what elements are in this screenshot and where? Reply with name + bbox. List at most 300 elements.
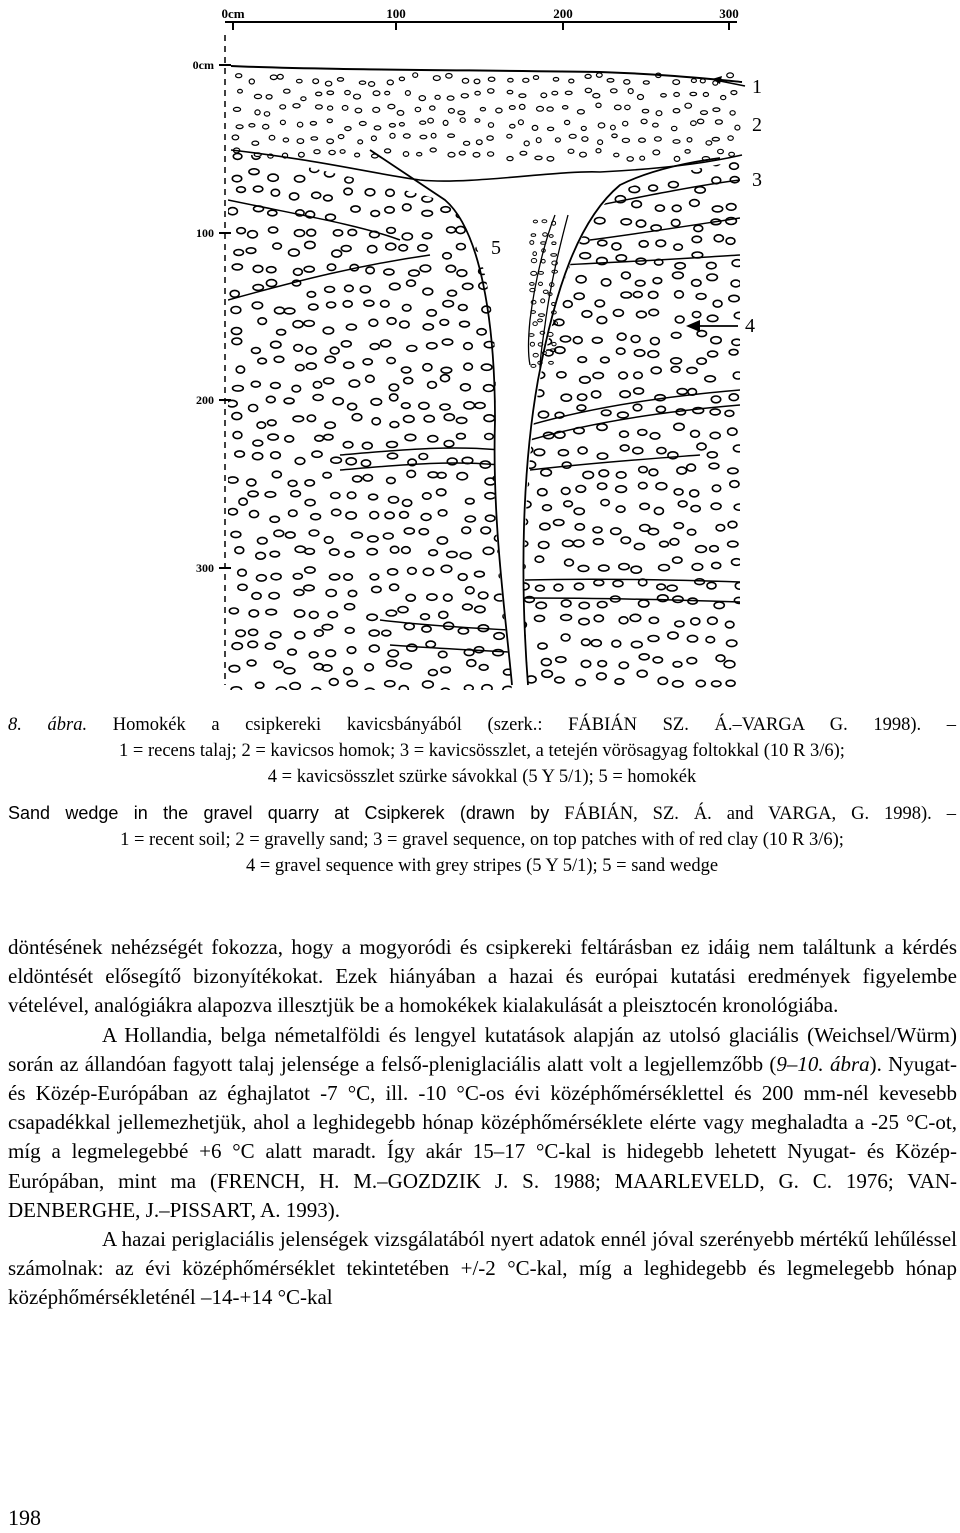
gravel-pebble: [616, 348, 625, 354]
gravel-pebble: [305, 480, 314, 486]
gravel-pebble: [597, 317, 607, 324]
gravel-pebble: [709, 463, 719, 469]
gravel-pebble: [263, 124, 269, 129]
gravel-pebble: [255, 110, 260, 115]
gravel-pebble: [297, 79, 303, 83]
gravel-pebble: [728, 428, 737, 435]
gravel-pebble: [387, 228, 396, 234]
gravel-pebble: [341, 246, 351, 252]
left-gravel-body: [227, 147, 533, 690]
gravel-pebble: [535, 156, 542, 160]
gravel-pebble: [638, 95, 644, 100]
gravel-pebble: [315, 435, 324, 441]
gravel-pebble: [655, 137, 662, 141]
gravel-pebble: [327, 139, 334, 144]
gravel-pebble: [311, 137, 318, 140]
gravel-pebble: [498, 509, 507, 515]
gravel-pebble: [619, 662, 628, 669]
gravel-pebble: [326, 590, 336, 597]
gravel-pebble: [430, 106, 435, 110]
gravel-pebble: [656, 483, 667, 490]
gravel-pebble: [253, 285, 263, 291]
gravel-pebble: [649, 309, 659, 315]
gravel-pebble: [295, 458, 305, 465]
gravel-pebble: [541, 259, 545, 263]
gravel-pebble: [315, 630, 324, 636]
gravel-pebble: [249, 610, 258, 617]
gravel-pebble: [533, 76, 538, 80]
gravel-pebble: [252, 348, 261, 354]
gravel-pebble: [437, 489, 446, 496]
gravel-pebble: [439, 611, 448, 618]
gravel-pebble: [459, 151, 465, 155]
gravel-pebble: [264, 112, 269, 116]
paragraph-3: A hazai periglaciális jelenségek vizsgálatából nyert adatok ennél jóval szerényebb mértékű lehűléssel számolnak: az évi középhőmérséklet tekintetében +/-2 °C-kal, míg a leghidegebb és legmelegebb hónap középhőmérsékleténél –14-+14 °C-kal: [8, 1227, 957, 1310]
gravel-pebble: [443, 120, 448, 125]
gravel-pebble: [618, 161, 627, 167]
page-number: 198: [8, 1505, 41, 1530]
gravel-pebble: [616, 255, 626, 261]
gravel-pebble: [385, 149, 391, 153]
gravel-pebble: [700, 79, 705, 83]
gravel-pebble: [439, 157, 449, 163]
gravel-pebble: [480, 108, 485, 111]
gravel-pebble: [728, 136, 733, 140]
gravel-pebble: [561, 615, 572, 621]
gravel-pebble: [725, 410, 734, 416]
gravel-pebble: [656, 111, 662, 116]
gravel-pebble: [628, 89, 633, 94]
gravel-pebble: [507, 157, 513, 161]
gravel-pebble: [270, 516, 279, 522]
gravel-pebble: [467, 660, 476, 667]
gravel-pebble: [249, 79, 254, 84]
gravel-pebble: [475, 91, 480, 95]
gravel-pebble: [271, 573, 281, 579]
gravel-pebble: [671, 367, 680, 373]
gravel-pebble: [712, 681, 721, 687]
gravel-pebble: [502, 309, 511, 316]
gravel-pebble: [479, 665, 488, 671]
gravel-pebble: [390, 422, 399, 428]
gravel-pebble: [536, 176, 546, 183]
gravel-pebble: [409, 270, 420, 276]
gravel-pebble: [697, 358, 706, 364]
gravel-pebble: [461, 384, 471, 391]
gravel-pebble: [675, 316, 684, 323]
gravel-pebble: [387, 318, 396, 325]
gravel-pebble: [475, 403, 485, 409]
gravel-pebble: [322, 624, 332, 630]
gravel-pebble: [494, 151, 504, 158]
gravel-pebble: [615, 105, 622, 110]
gravel-pebble: [374, 126, 381, 130]
gravel-pebble: [616, 472, 626, 478]
gravel-pebble: [692, 280, 701, 287]
gravel-pebble: [639, 467, 648, 473]
gravel-pebble: [594, 218, 605, 224]
gravel-pebble: [561, 394, 571, 401]
gravel-pebble: [447, 96, 454, 100]
gravel-pebble: [295, 176, 305, 183]
gravel-pebble: [466, 498, 475, 504]
gravel-pebble: [726, 204, 736, 211]
gravel-pebble: [466, 587, 475, 594]
gravel-pebble: [284, 668, 295, 674]
gravel-pebble: [692, 236, 701, 242]
gravel-pebble: [500, 358, 509, 365]
gravel-pebble: [444, 441, 454, 447]
gravel-pebble: [536, 138, 541, 143]
gravel-pebble: [554, 520, 564, 526]
gravel-pebble: [619, 564, 629, 570]
gravel-pebble: [316, 105, 323, 109]
gravel-pebble: [325, 287, 335, 293]
gravel-pebble: [364, 300, 374, 306]
gravel-pebble: [397, 111, 404, 116]
gravel-pebble: [305, 567, 315, 573]
sand-wedge-figure: [0, 0, 960, 690]
gravel-pebble: [290, 683, 300, 690]
gravel-pebble: [405, 190, 416, 197]
gravel-pebble: [330, 549, 339, 555]
gravel-pebble: [735, 125, 740, 130]
gravel-pebble: [728, 541, 738, 547]
gravel-pebble: [639, 482, 648, 488]
gravel-pebble: [733, 445, 743, 452]
horizontal-scale: [221, 6, 738, 30]
gravel-pebble: [417, 153, 422, 156]
gravel-pebble: [239, 498, 247, 505]
gravel-pebble: [596, 149, 601, 153]
gravel-pebble: [583, 166, 593, 172]
gravel-pebble: [629, 186, 640, 192]
gravel-pebble: [402, 305, 411, 312]
gravel-pebble: [691, 121, 697, 126]
gravel-pebble: [716, 525, 725, 531]
gravel-pebble: [538, 319, 543, 322]
gravel-pebble: [690, 200, 700, 207]
gravel-pebble: [351, 206, 360, 212]
gravel-pebble: [407, 280, 416, 286]
gravel-pebble: [237, 228, 246, 234]
gravel-pebble: [565, 91, 572, 94]
gravel-pebble: [543, 290, 548, 293]
gravel-pebble: [446, 74, 452, 79]
gravel-pebble: [403, 134, 410, 138]
gravel-pebble: [297, 139, 304, 144]
gravel-pebble: [293, 104, 300, 108]
gravel-pebble: [493, 650, 504, 656]
gravel-pebble: [563, 301, 572, 308]
gravel-pebble: [387, 442, 398, 448]
gravel-pebble: [518, 413, 527, 419]
gravel-pebble: [252, 141, 259, 145]
gravel-pebble: [575, 524, 584, 530]
gravel-pebble: [462, 78, 468, 83]
gravel-pebble: [549, 361, 554, 364]
gravel-pebble: [635, 280, 645, 286]
gravel-pebble: [276, 687, 286, 690]
gravel-pebble: [387, 453, 397, 459]
gravel-pebble: [387, 660, 397, 666]
gravel-pebble: [672, 126, 677, 130]
gravel-pebble: [517, 541, 527, 547]
gravel-pebble: [718, 149, 724, 153]
gravel-pebble: [479, 592, 488, 599]
gravel-pebble: [701, 111, 708, 115]
gravel-pebble: [427, 594, 437, 600]
gravel-pebble: [475, 119, 480, 123]
gravel-pebble: [485, 515, 495, 521]
gravel-pebble: [269, 135, 275, 140]
gravel-pebble: [484, 385, 494, 392]
gravel-pebble: [407, 644, 417, 651]
gravel-pebble: [258, 318, 267, 325]
gravel-pebble: [277, 74, 283, 79]
gravel-pebble: [482, 685, 492, 690]
gravel-pebble: [555, 677, 564, 683]
gravel-pebble: [531, 259, 536, 263]
gravel-pebble: [612, 243, 621, 250]
gravel-pebble: [640, 503, 649, 509]
gravel-pebble: [274, 661, 283, 668]
gravel-pebble: [539, 272, 544, 275]
gravel-pebble: [696, 680, 705, 686]
gravel-pebble: [268, 434, 278, 440]
gravel-pebble: [383, 533, 393, 539]
gravel-pebble: [381, 301, 390, 308]
gravel-pebble: [346, 324, 356, 330]
gravel-pebble: [404, 378, 413, 384]
gravel-pebble: [369, 645, 379, 652]
gravel-pebble: [310, 122, 316, 126]
gravel-pebble: [309, 611, 318, 618]
gravel-pebble: [460, 118, 465, 123]
gravel-pebble: [696, 546, 707, 553]
gravel-pebble: [330, 574, 340, 580]
gravel-pebble: [341, 341, 351, 347]
gravel-pebble: [706, 141, 712, 145]
gravel-pebble: [538, 489, 547, 496]
caption-en-legend-1: 1 = recent soil; 2 = gravelly sand; 3 = gravel sequence, on top patches with of red clay (10 R 3/6);: [120, 830, 844, 850]
gravel-pebble: [358, 140, 363, 144]
scale-depth-100: 100: [196, 226, 214, 240]
gravel-pebble: [533, 353, 538, 357]
gravel-pebble: [616, 486, 627, 493]
gravel-pebble: [441, 565, 452, 572]
gravel-pebble: [312, 688, 321, 690]
gravel-pebble: [563, 106, 568, 109]
gravel-pebble: [232, 338, 242, 345]
gravel-pebble: [422, 233, 431, 239]
gravel-pebble: [707, 262, 717, 268]
gravel-pebble: [476, 246, 485, 252]
layer-label-1: 1: [752, 76, 762, 98]
gravel-pebble: [333, 398, 343, 405]
gravel-pebble: [521, 314, 531, 321]
gravel-pebble: [484, 230, 494, 236]
gravel-pebble: [732, 559, 742, 566]
gravel-pebble: [518, 120, 523, 125]
gravel-pebble: [457, 270, 467, 277]
gravel-pebble: [401, 367, 410, 373]
gravel-pebble: [459, 305, 468, 311]
gravel-pebble: [601, 410, 611, 416]
gravel-pebble: [685, 150, 690, 154]
gravel-pebble: [648, 636, 659, 642]
figure-reference: 9–10. ábra: [776, 1051, 870, 1076]
gravel-pebble: [513, 479, 523, 485]
gravel-pebble: [728, 468, 738, 474]
gravel-pebble: [249, 629, 258, 635]
gravel-pebble: [365, 688, 375, 690]
gravel-pebble: [585, 74, 591, 78]
gravel-pebble: [707, 452, 717, 458]
gravel-pebble: [328, 106, 333, 110]
gravel-pebble: [441, 375, 450, 382]
gravel-pebble: [691, 79, 696, 83]
gravel-pebble: [400, 321, 409, 328]
gravel-pebble: [710, 409, 720, 415]
gravel-pebble: [332, 250, 342, 257]
gravel-pebble: [620, 391, 630, 398]
gravel-pebble: [512, 667, 522, 673]
gravel-pebble: [342, 106, 348, 111]
gravel-pebble: [280, 120, 285, 124]
gravel-pebble: [713, 108, 720, 112]
wedge-left-edge: [370, 150, 512, 685]
gravel-pebble: [520, 552, 530, 559]
gravel-pebble: [569, 79, 574, 83]
gravel-pebble: [388, 569, 398, 575]
gravel-pebble: [323, 327, 333, 334]
gravel-pebble: [509, 106, 515, 110]
gravel-pebble: [516, 241, 526, 247]
gravel-pebble: [423, 288, 433, 295]
gravel-pebble: [735, 582, 744, 589]
gravel-pebble: [306, 347, 316, 354]
gravel-pebble: [399, 123, 404, 126]
gravel-pebble: [277, 329, 286, 335]
gravel-pebble: [399, 77, 404, 81]
gravel-pebble: [678, 501, 687, 507]
gravel-pebble: [456, 417, 466, 423]
gravel-pebble: [431, 133, 436, 138]
gravel-pebble: [596, 73, 602, 77]
gravel-pebble: [344, 188, 352, 195]
gravel-pebble: [487, 136, 493, 140]
gravel-pebble: [616, 506, 625, 512]
gravel-pebble: [386, 243, 396, 250]
gravel-pebble: [387, 477, 396, 483]
gravel-pebble: [363, 475, 372, 482]
gravel-pebble: [266, 280, 276, 287]
gravel-pebble: [233, 432, 242, 439]
gravel-pebble: [345, 177, 353, 183]
gravel-pebble: [672, 205, 681, 211]
gravel-pebble: [648, 528, 658, 534]
gravel-pebble: [388, 104, 395, 108]
gravel-pebble: [673, 109, 680, 113]
gravel-pebble: [236, 630, 245, 637]
gravel-pebble: [488, 89, 494, 93]
gravel-pebble: [429, 670, 438, 676]
gravel-pebble: [716, 655, 725, 662]
gravel-pebble: [599, 565, 609, 571]
gravel-pebble: [703, 93, 708, 97]
gravel-pebble: [636, 220, 645, 227]
gravel-pebble: [324, 537, 333, 544]
gravel-pebble: [531, 271, 537, 275]
gravel-pebble: [256, 682, 264, 688]
gravel-pebble: [404, 528, 414, 534]
gravel-pebble: [365, 664, 374, 671]
gravel-pebble: [653, 278, 662, 284]
gravel-pebble: [707, 582, 716, 589]
gravel-pebble: [230, 290, 239, 297]
gravel-pebble: [641, 119, 647, 123]
gravel-pebble: [539, 542, 549, 549]
scale-top-200: 200: [553, 6, 573, 21]
gravel-pebble: [523, 249, 532, 256]
gravel-pebble: [372, 586, 381, 592]
layer-label-4: 4: [745, 315, 755, 337]
gravel-pebble: [444, 594, 453, 601]
gravel-pebble: [312, 451, 322, 457]
gravel-pebble: [236, 74, 242, 78]
gravel-pebble: [247, 479, 256, 486]
gravel-pebble: [481, 364, 492, 370]
gravel-pebble: [640, 156, 645, 160]
gravel-pebble: [422, 210, 433, 216]
gravel-pebble: [558, 450, 568, 456]
gravel-pebble: [728, 521, 737, 528]
gravel-pebble: [325, 170, 335, 177]
gravel-pebble: [402, 233, 412, 240]
gravel-pebble: [337, 78, 343, 82]
gravel-pebble: [437, 537, 447, 544]
gravel-pebble: [265, 492, 276, 498]
gravel-pebble: [488, 123, 493, 128]
gravel-pebble: [552, 342, 556, 345]
gravel-pebble: [596, 187, 607, 193]
gravel-pebble: [565, 559, 574, 566]
gravel-pebble: [266, 95, 272, 99]
gravel-pebble: [284, 89, 290, 93]
caption-hu-title: Homokék a csipkereki kavicsbányából (szerk.: FÁBIÁN SZ. Á.–VARGA G. 1998). –: [112, 715, 957, 735]
gravel-pebble: [373, 91, 380, 96]
gravel-pebble: [516, 633, 525, 640]
gravel-pebble: [541, 469, 552, 476]
scale-top-0: 0cm: [221, 6, 245, 21]
gravel-pebble: [353, 476, 362, 482]
gravel-pebble: [233, 153, 242, 159]
gravel-pebble: [637, 670, 647, 677]
gravel-pebble: [368, 536, 378, 542]
gravel-pebble: [463, 604, 473, 610]
gravel-pebble: [352, 414, 362, 421]
gravel-pebble: [532, 125, 538, 130]
gravel-pebble: [592, 391, 601, 398]
gravel-pebble: [231, 307, 241, 314]
ground-surface: [231, 66, 742, 82]
gravel-pebble: [670, 539, 679, 546]
gravel-pebble: [510, 124, 515, 128]
gravel-pebble: [420, 135, 427, 139]
gravel-pebble: [542, 220, 547, 223]
gravel-pebble: [669, 182, 679, 188]
